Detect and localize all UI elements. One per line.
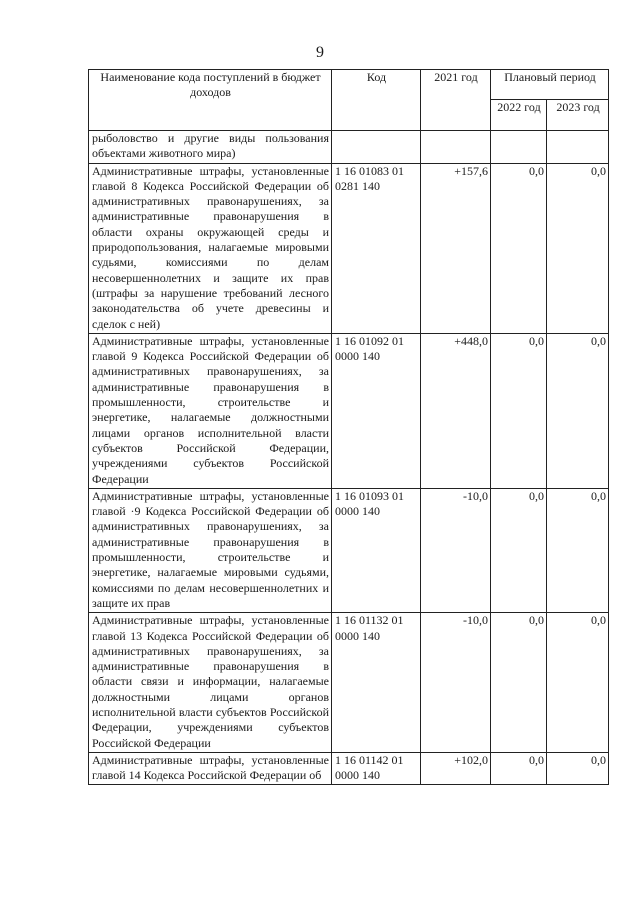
row-value-2023: 0,0 bbox=[547, 333, 609, 488]
table-row bbox=[89, 131, 609, 164]
row-value-2023: 0,0 bbox=[547, 163, 609, 333]
row-code: 1 16 01083 01 0281 140 bbox=[332, 163, 421, 333]
row-name: рыболовство и другие виды пользования объектами животного мира) bbox=[89, 131, 332, 164]
row-value-2022 bbox=[491, 131, 547, 164]
row-code: 1 16 01142 01 0000 140 bbox=[332, 752, 421, 785]
header-2022: 2022 год bbox=[491, 100, 547, 131]
page-number: 9 bbox=[316, 44, 324, 61]
row-value-2021: +157,6 bbox=[421, 163, 491, 333]
row-code: 1 16 01092 01 0000 140 bbox=[332, 333, 421, 488]
table-row bbox=[89, 613, 609, 753]
header-code: Код bbox=[332, 70, 421, 131]
row-value-2022: 0,0 bbox=[491, 488, 547, 612]
row-value-2021: +102,0 bbox=[421, 752, 491, 785]
row-name: Административные штрафы, установленные главой 13 Кодекса Российской Федерации об административных правонарушениях, за административные правонарушения в области связи и информации, налагаемые должностными лицами органов исполнительной власти субъектов Российской Федерации, учреждениями субъектов Российской Федерации bbox=[89, 613, 332, 753]
row-value-2021 bbox=[421, 131, 491, 164]
row-value-2022: 0,0 bbox=[491, 333, 547, 488]
row-value-2021: -10,0 bbox=[421, 488, 491, 612]
row-value-2023: 0,0 bbox=[547, 613, 609, 753]
header-2023: 2023 год bbox=[547, 100, 609, 131]
row-code: 1 16 01132 01 0000 140 bbox=[332, 613, 421, 753]
table-row bbox=[89, 752, 609, 785]
row-value-2021: -10,0 bbox=[421, 613, 491, 753]
row-value-2022: 0,0 bbox=[491, 613, 547, 753]
row-value-2022: 0,0 bbox=[491, 163, 547, 333]
header-name: Наименование кода поступлений в бюджет доходов bbox=[89, 70, 332, 131]
row-value-2023 bbox=[547, 131, 609, 164]
row-code bbox=[332, 131, 421, 164]
budget-revenue-table bbox=[88, 69, 609, 785]
row-value-2023: 0,0 bbox=[547, 752, 609, 785]
row-name: Административные штрафы, установленные главой ·9 Кодекса Российской Федерации об административных правонарушениях, за административные правонарушения в промышленности, строительстве и энергетике, налагаемые мировыми судьями, комиссиями по делам несовершеннолетних и защите их прав bbox=[89, 488, 332, 612]
row-name: Административные штрафы, установленные главой 9 Кодекса Российской Федерации об административных правонарушениях, за административные правонарушения в промышленности, строительстве и энергетике, налагаемые должностными лицами органов исполнительной власти субъектов Российской Федерации, учреждениями субъектов Российской Федерации bbox=[89, 333, 332, 488]
table-row bbox=[89, 488, 609, 612]
row-name: Административные штрафы, установленные главой 14 Кодекса Российской Федерации об bbox=[89, 752, 332, 785]
row-value-2022: 0,0 bbox=[491, 752, 547, 785]
row-value-2023: 0,0 bbox=[547, 488, 609, 612]
table-row bbox=[89, 163, 609, 333]
row-value-2021: +448,0 bbox=[421, 333, 491, 488]
table-row bbox=[89, 333, 609, 488]
header-2021: 2021 год bbox=[421, 70, 491, 131]
row-name: Административные штрафы, установленные главой 8 Кодекса Российской Федерации об административных правонарушениях, за административные правонарушения в области охраны окружающей среды и природопользования, налагаемые мировыми судьями, комиссиями по делам несовершеннолетних и защите их прав (штрафы за нарушение требований лесного законодательства об учете древесины и сделок с ней) bbox=[89, 163, 332, 333]
header-planned-period: Плановый период bbox=[491, 70, 609, 100]
row-code: 1 16 01093 01 0000 140 bbox=[332, 488, 421, 612]
